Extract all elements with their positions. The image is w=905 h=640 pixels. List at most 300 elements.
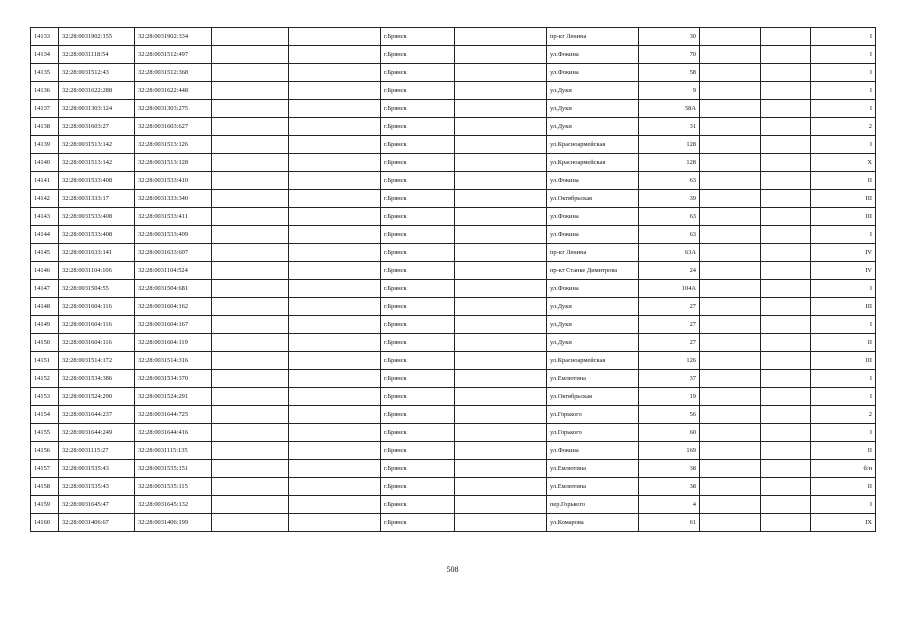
cell-object-cadastral-number: 32:28:0031504:681	[135, 280, 212, 298]
table-row	[31, 28, 876, 46]
cell-empty	[761, 208, 811, 226]
cell-empty	[289, 424, 381, 442]
cell-street: ул.Фокина	[547, 442, 639, 460]
cell-house-number: 37	[639, 370, 700, 388]
cell-empty	[455, 244, 547, 262]
cell-empty	[212, 172, 289, 190]
cell-empty	[761, 388, 811, 406]
cell-street: ул.Фокина	[547, 64, 639, 82]
cell-parcel-cadastral-number: 32:28:0031604:116	[59, 316, 135, 334]
cell-parcel-cadastral-number: 32:28:0031512:43	[59, 64, 135, 82]
cell-empty	[289, 478, 381, 496]
table-row	[31, 388, 876, 406]
cell-object-cadastral-number: 32:28:0031333:340	[135, 190, 212, 208]
cell-empty	[289, 154, 381, 172]
cell-city: г.Брянск	[381, 514, 455, 532]
cell-street: пр-кт Ленина	[547, 28, 639, 46]
cell-category: 2	[811, 118, 876, 136]
cell-row-number: 14152	[31, 370, 59, 388]
cell-empty	[455, 334, 547, 352]
cell-empty	[212, 514, 289, 532]
cell-city: г.Брянск	[381, 460, 455, 478]
cell-city: г.Брянск	[381, 100, 455, 118]
cell-empty	[761, 496, 811, 514]
cell-house-number: 70	[639, 46, 700, 64]
cell-empty	[700, 280, 761, 298]
cell-empty	[455, 496, 547, 514]
cell-empty	[289, 226, 381, 244]
cell-city: г.Брянск	[381, 46, 455, 64]
cell-parcel-cadastral-number: 32:28:0031533:408	[59, 226, 135, 244]
cell-object-cadastral-number: 32:28:0031513:126	[135, 136, 212, 154]
cell-row-number: 14159	[31, 496, 59, 514]
cell-object-cadastral-number: 32:28:0031512:368	[135, 64, 212, 82]
table-row	[31, 46, 876, 64]
cell-house-number: 63	[639, 226, 700, 244]
cell-empty	[700, 100, 761, 118]
cell-empty	[212, 442, 289, 460]
cell-street: ул.Красноармейская	[547, 136, 639, 154]
cell-empty	[289, 190, 381, 208]
cell-empty	[289, 460, 381, 478]
table-body	[31, 28, 876, 532]
cell-house-number: 104А	[639, 280, 700, 298]
cell-empty	[212, 370, 289, 388]
cell-row-number: 14153	[31, 388, 59, 406]
cell-city: г.Брянск	[381, 190, 455, 208]
cell-empty	[700, 514, 761, 532]
table-row	[31, 262, 876, 280]
cell-empty	[700, 64, 761, 82]
cell-row-number: 14149	[31, 316, 59, 334]
cell-empty	[700, 208, 761, 226]
cell-row-number: 14136	[31, 82, 59, 100]
cell-street: пр-кт Станке Димитрова	[547, 262, 639, 280]
cell-empty	[212, 154, 289, 172]
cell-object-cadastral-number: 32:28:0031902:334	[135, 28, 212, 46]
cell-category: I	[811, 100, 876, 118]
cell-parcel-cadastral-number: 32:28:0031303:124	[59, 100, 135, 118]
cell-parcel-cadastral-number: 32:28:0031645:47	[59, 496, 135, 514]
cell-row-number: 14156	[31, 442, 59, 460]
table-row	[31, 172, 876, 190]
cell-empty	[212, 226, 289, 244]
table-row	[31, 100, 876, 118]
cell-street: ул.Горького	[547, 424, 639, 442]
cell-object-cadastral-number: 32:28:0031534:370	[135, 370, 212, 388]
cell-empty	[212, 46, 289, 64]
cell-parcel-cadastral-number: 32:28:0031535:43	[59, 478, 135, 496]
cell-street: ул.Октябрьская	[547, 190, 639, 208]
cell-house-number: 4	[639, 496, 700, 514]
cell-object-cadastral-number: 32:28:0031604:167	[135, 316, 212, 334]
table-row	[31, 190, 876, 208]
cell-empty	[289, 262, 381, 280]
cell-street: ул.Дуки	[547, 316, 639, 334]
cell-empty	[289, 136, 381, 154]
cell-empty	[455, 442, 547, 460]
cell-empty	[700, 370, 761, 388]
cell-category: II	[811, 478, 876, 496]
cell-house-number: 30	[639, 28, 700, 46]
cell-street: ул.Дуки	[547, 298, 639, 316]
cell-empty	[700, 442, 761, 460]
cell-object-cadastral-number: 32:28:0031535:151	[135, 460, 212, 478]
cell-object-cadastral-number: 32:28:0031406:199	[135, 514, 212, 532]
cell-empty	[761, 190, 811, 208]
cell-empty	[289, 82, 381, 100]
cell-street: ул.Комарова	[547, 514, 639, 532]
cell-house-number: 19	[639, 388, 700, 406]
cell-row-number: 14155	[31, 424, 59, 442]
cell-city: г.Брянск	[381, 316, 455, 334]
cell-city: г.Брянск	[381, 352, 455, 370]
cell-empty	[289, 334, 381, 352]
cell-category: III	[811, 208, 876, 226]
cell-empty	[761, 370, 811, 388]
cell-street: ул.Емлютина	[547, 460, 639, 478]
cell-empty	[700, 172, 761, 190]
cell-parcel-cadastral-number: 32:28:0031603:27	[59, 118, 135, 136]
cell-row-number: 14141	[31, 172, 59, 190]
cell-city: г.Брянск	[381, 496, 455, 514]
table-row	[31, 64, 876, 82]
cell-empty	[761, 316, 811, 334]
cell-category: III	[811, 190, 876, 208]
cell-empty	[761, 442, 811, 460]
cell-city: г.Брянск	[381, 388, 455, 406]
cell-object-cadastral-number: 32:28:0031524:291	[135, 388, 212, 406]
cell-house-number: 56	[639, 406, 700, 424]
cell-city: г.Брянск	[381, 370, 455, 388]
table-row	[31, 82, 876, 100]
cell-empty	[289, 388, 381, 406]
cell-empty	[761, 154, 811, 172]
cell-parcel-cadastral-number: 32:28:0031604:116	[59, 334, 135, 352]
cell-street: ул.Октябрьская	[547, 388, 639, 406]
cell-empty	[700, 82, 761, 100]
cell-empty	[700, 226, 761, 244]
cell-empty	[455, 478, 547, 496]
table-row	[31, 478, 876, 496]
cell-row-number: 14144	[31, 226, 59, 244]
cell-empty	[212, 352, 289, 370]
cell-category: I	[811, 46, 876, 64]
cell-parcel-cadastral-number: 32:28:0031104:106	[59, 262, 135, 280]
cell-empty	[289, 100, 381, 118]
cell-house-number: 63	[639, 172, 700, 190]
cell-house-number: 58А	[639, 100, 700, 118]
cell-empty	[700, 460, 761, 478]
cell-empty	[455, 118, 547, 136]
cell-city: г.Брянск	[381, 28, 455, 46]
cell-category: I	[811, 64, 876, 82]
cell-parcel-cadastral-number: 32:28:0031535:43	[59, 460, 135, 478]
cell-row-number: 14160	[31, 514, 59, 532]
cell-empty	[212, 28, 289, 46]
cell-parcel-cadastral-number: 32:28:0031533:408	[59, 208, 135, 226]
cell-empty	[212, 208, 289, 226]
cell-empty	[700, 334, 761, 352]
registry-sheet	[30, 27, 876, 532]
cell-empty	[212, 334, 289, 352]
cell-empty	[289, 64, 381, 82]
cell-category: I	[811, 82, 876, 100]
cell-empty	[289, 514, 381, 532]
cell-empty	[761, 46, 811, 64]
cell-house-number: 128	[639, 136, 700, 154]
cell-house-number: 128	[639, 154, 700, 172]
table-row	[31, 334, 876, 352]
cell-empty	[761, 460, 811, 478]
cell-object-cadastral-number: 32:28:0031603:627	[135, 118, 212, 136]
cell-parcel-cadastral-number: 32:28:0031622:288	[59, 82, 135, 100]
cell-empty	[455, 262, 547, 280]
table-row	[31, 208, 876, 226]
cell-empty	[700, 190, 761, 208]
cell-empty	[289, 244, 381, 262]
cell-empty	[761, 64, 811, 82]
cell-object-cadastral-number: 32:28:0031644:416	[135, 424, 212, 442]
cell-empty	[761, 172, 811, 190]
cell-street: пр-кт Ленина	[547, 244, 639, 262]
cell-parcel-cadastral-number: 32:28:0031514:172	[59, 352, 135, 370]
cell-street: ул.Емлютина	[547, 370, 639, 388]
cell-city: г.Брянск	[381, 262, 455, 280]
cell-parcel-cadastral-number: 32:28:0031513:142	[59, 136, 135, 154]
cell-empty	[289, 172, 381, 190]
cell-category: I	[811, 496, 876, 514]
cell-empty	[700, 244, 761, 262]
cell-empty	[761, 226, 811, 244]
cell-street: пер.Горького	[547, 496, 639, 514]
cell-empty	[212, 496, 289, 514]
cell-house-number: 63	[639, 208, 700, 226]
cell-category: II	[811, 334, 876, 352]
cell-row-number: 14146	[31, 262, 59, 280]
table-row	[31, 280, 876, 298]
cell-empty	[700, 352, 761, 370]
cell-object-cadastral-number: 32:28:0031535:115	[135, 478, 212, 496]
cell-house-number: 31	[639, 118, 700, 136]
cell-house-number: 27	[639, 316, 700, 334]
cell-parcel-cadastral-number: 32:28:0031333:17	[59, 190, 135, 208]
cell-empty	[455, 280, 547, 298]
cell-empty	[289, 298, 381, 316]
cell-parcel-cadastral-number: 32:28:0031504:55	[59, 280, 135, 298]
cell-empty	[700, 136, 761, 154]
cell-category: III	[811, 352, 876, 370]
cell-empty	[455, 298, 547, 316]
cell-category: II	[811, 442, 876, 460]
cell-empty	[700, 424, 761, 442]
cell-house-number: 27	[639, 298, 700, 316]
cell-parcel-cadastral-number: 32:28:0031604:116	[59, 298, 135, 316]
cell-house-number: 38	[639, 460, 700, 478]
cell-house-number: 61	[639, 514, 700, 532]
cell-empty	[761, 100, 811, 118]
cell-empty	[455, 172, 547, 190]
cell-city: г.Брянск	[381, 226, 455, 244]
cell-parcel-cadastral-number: 32:28:0031406:67	[59, 514, 135, 532]
page-number: 508	[446, 565, 459, 574]
cell-empty	[761, 244, 811, 262]
cell-empty	[700, 154, 761, 172]
cell-parcel-cadastral-number: 32:28:0031118:54	[59, 46, 135, 64]
table-row	[31, 514, 876, 532]
cell-empty	[289, 28, 381, 46]
cell-row-number: 14140	[31, 154, 59, 172]
cell-street: ул.Фокина	[547, 280, 639, 298]
cell-empty	[212, 280, 289, 298]
cell-empty	[455, 28, 547, 46]
cell-object-cadastral-number: 32:28:0031512:497	[135, 46, 212, 64]
cell-empty	[700, 262, 761, 280]
cell-empty	[700, 118, 761, 136]
cell-empty	[212, 64, 289, 82]
table-row	[31, 244, 876, 262]
cell-row-number: 14150	[31, 334, 59, 352]
cell-empty	[289, 370, 381, 388]
cell-category: I	[811, 28, 876, 46]
cell-object-cadastral-number: 32:28:0031303:275	[135, 100, 212, 118]
cell-empty	[761, 298, 811, 316]
cell-row-number: 14137	[31, 100, 59, 118]
cell-city: г.Брянск	[381, 478, 455, 496]
cell-street: ул.Фокина	[547, 172, 639, 190]
table-row	[31, 424, 876, 442]
cell-house-number: 27	[639, 334, 700, 352]
cell-city: г.Брянск	[381, 82, 455, 100]
cell-empty	[289, 352, 381, 370]
cell-row-number: 14139	[31, 136, 59, 154]
cell-city: г.Брянск	[381, 64, 455, 82]
cell-empty	[761, 28, 811, 46]
table-row	[31, 352, 876, 370]
cell-empty	[455, 514, 547, 532]
cell-object-cadastral-number: 32:28:0031514:316	[135, 352, 212, 370]
cell-row-number: 14154	[31, 406, 59, 424]
table-row	[31, 496, 876, 514]
cell-empty	[455, 190, 547, 208]
cell-empty	[700, 28, 761, 46]
cell-category: 2	[811, 406, 876, 424]
cell-object-cadastral-number: 32:28:0031533:410	[135, 172, 212, 190]
cell-empty	[212, 262, 289, 280]
cell-empty	[761, 514, 811, 532]
cell-city: г.Брянск	[381, 172, 455, 190]
cell-empty	[455, 352, 547, 370]
cell-parcel-cadastral-number: 32:28:0031644:237	[59, 406, 135, 424]
cell-empty	[289, 46, 381, 64]
cell-category: I	[811, 136, 876, 154]
cell-category: IV	[811, 262, 876, 280]
registry-table	[30, 27, 876, 532]
cell-category: I	[811, 226, 876, 244]
cell-empty	[455, 100, 547, 118]
table-row	[31, 406, 876, 424]
table-row	[31, 136, 876, 154]
cell-empty	[289, 316, 381, 334]
cell-house-number: 38	[639, 478, 700, 496]
cell-empty	[455, 154, 547, 172]
cell-empty	[455, 226, 547, 244]
cell-empty	[212, 82, 289, 100]
cell-empty	[212, 424, 289, 442]
cell-parcel-cadastral-number: 32:28:0031534:386	[59, 370, 135, 388]
cell-empty	[455, 388, 547, 406]
cell-city: г.Брянск	[381, 424, 455, 442]
cell-empty	[455, 208, 547, 226]
cell-empty	[212, 136, 289, 154]
cell-empty	[212, 244, 289, 262]
cell-street: ул.Емлютина	[547, 478, 639, 496]
cell-city: г.Брянск	[381, 280, 455, 298]
cell-house-number: 169	[639, 442, 700, 460]
cell-category: б/н	[811, 460, 876, 478]
cell-empty	[700, 46, 761, 64]
cell-empty	[289, 442, 381, 460]
cell-parcel-cadastral-number: 32:28:0031524:290	[59, 388, 135, 406]
cell-empty	[761, 352, 811, 370]
cell-empty	[289, 496, 381, 514]
cell-city: г.Брянск	[381, 118, 455, 136]
cell-parcel-cadastral-number: 32:28:0031644:249	[59, 424, 135, 442]
cell-empty	[289, 406, 381, 424]
cell-category: X	[811, 154, 876, 172]
cell-street: ул.Дуки	[547, 118, 639, 136]
cell-object-cadastral-number: 32:28:0031604:119	[135, 334, 212, 352]
cell-empty	[455, 370, 547, 388]
cell-row-number: 14148	[31, 298, 59, 316]
cell-empty	[455, 82, 547, 100]
cell-street: ул.Красноармейская	[547, 154, 639, 172]
cell-empty	[212, 406, 289, 424]
cell-category: IV	[811, 244, 876, 262]
cell-empty	[212, 118, 289, 136]
cell-house-number: 24	[639, 262, 700, 280]
cell-street: ул.Фокина	[547, 208, 639, 226]
cell-empty	[455, 46, 547, 64]
cell-empty	[212, 460, 289, 478]
cell-category: I	[811, 316, 876, 334]
cell-row-number: 14134	[31, 46, 59, 64]
cell-empty	[455, 64, 547, 82]
cell-empty	[212, 388, 289, 406]
cell-empty	[455, 316, 547, 334]
cell-category: IX	[811, 514, 876, 532]
cell-empty	[212, 100, 289, 118]
cell-category: III	[811, 298, 876, 316]
cell-street: ул.Дуки	[547, 334, 639, 352]
cell-parcel-cadastral-number: 32:28:0031513:142	[59, 154, 135, 172]
cell-house-number: 9	[639, 82, 700, 100]
cell-empty	[289, 118, 381, 136]
table-row	[31, 460, 876, 478]
cell-empty	[455, 406, 547, 424]
cell-city: г.Брянск	[381, 406, 455, 424]
cell-object-cadastral-number: 32:28:0031622:448	[135, 82, 212, 100]
cell-house-number: 63А	[639, 244, 700, 262]
cell-object-cadastral-number: 32:28:0031645:132	[135, 496, 212, 514]
cell-empty	[212, 316, 289, 334]
cell-empty	[700, 388, 761, 406]
cell-row-number: 14133	[31, 28, 59, 46]
cell-empty	[455, 136, 547, 154]
cell-row-number: 14157	[31, 460, 59, 478]
cell-object-cadastral-number: 32:28:0031644:725	[135, 406, 212, 424]
cell-empty	[761, 82, 811, 100]
